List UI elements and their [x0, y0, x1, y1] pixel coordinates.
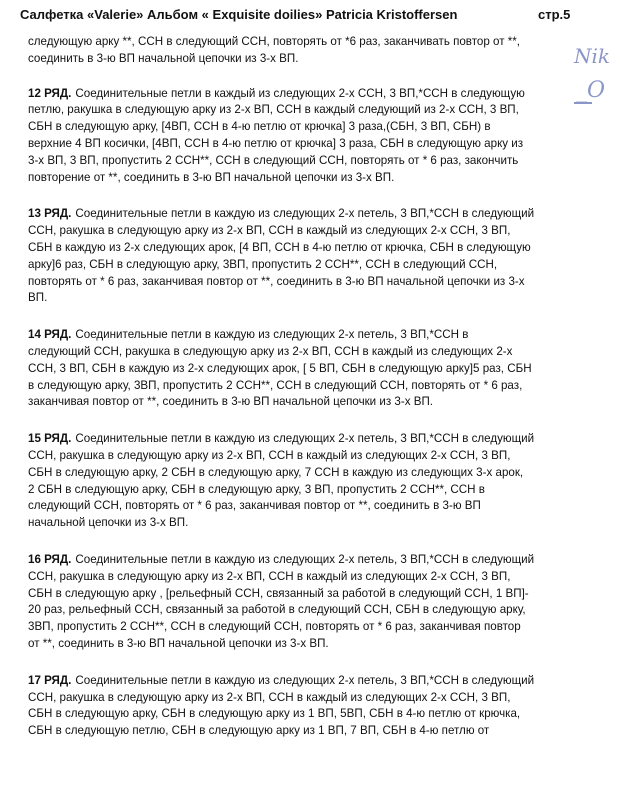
document-title: Салфетка «Valerie» Альбом « Exquisite doilies» Patricia Kristoffersen [20, 7, 458, 22]
row-paragraph [28, 327, 584, 411]
row-paragraph [28, 206, 584, 307]
instruction-line [28, 636, 584, 653]
row-label: 13 РЯД. [28, 207, 72, 221]
instruction-text: следующий ССН, ракушка в следующую арку из 2-х ВП, ССН в каждый из следующих 2-х [28, 344, 513, 358]
instruction-text: ССН, ракушка в следующую арку из 2-х ВП, ССН в каждый из следующих 2-х ССН, 3 ВП, [28, 690, 511, 704]
instruction-line [28, 102, 584, 119]
instruction-line [28, 465, 584, 482]
row-label: 17 РЯД. [28, 673, 72, 687]
watermark-text-bottom: _O [576, 78, 606, 103]
instruction-text: СБН в следующую арку, [4ВП, ССН в 4-ю петлю от крючка] 3 раза,(СБН, 3 ВП, СБН) в [28, 120, 491, 134]
instruction-text: 3ВП, пропустить 2 ССН**, ССН в следующий ССН, повторять от * 6 раз, заканчивая повтор [28, 620, 521, 634]
instruction-text: СБН в следующую арку, 2 СБН в следующую арку, 7 ССН в каждую из следующих 3-х арок, [28, 465, 524, 479]
instruction-line [28, 136, 584, 153]
instruction-text: Соединительные петли в каждую из следующих 2-х петель, 3 ВП,*ССН в следующий [75, 207, 535, 221]
instruction-line [28, 170, 584, 187]
instruction-text: 2 СБН в следующую арку, СБН в следующую арку, 3 ВП, пропустить 2 ССН**, ССН в [28, 482, 485, 496]
instruction-text: петлю, ракушка в следующую арку из 2-х ВП, ССН в каждый следующий из 2-х ССН, 3 ВП, [28, 103, 519, 117]
instruction-text: СБН в следующую петлю, СБН в следующую арку из 1 ВП, 7 ВП, СБН в 4-ю петлю от [28, 724, 490, 738]
instruction-line [28, 86, 584, 103]
instruction-line [28, 482, 584, 499]
instruction-text: Соединительные петли в каждую из следующих 2-х петель, 3 ВП,*ССН в следующий [75, 552, 535, 566]
instruction-line [28, 498, 584, 515]
instruction-line [28, 552, 584, 569]
instruction-text: ВП. [28, 291, 48, 305]
instruction-text: начальной цепочки из 3-х ВП. [28, 516, 189, 530]
row-paragraph [28, 552, 584, 653]
instruction-line [28, 119, 584, 136]
instruction-line [28, 586, 584, 603]
pattern-instructions [28, 34, 584, 760]
instruction-text: ССН, ракушка в следующую арку из 2-х ВП, ССН в каждый из следующих 2-х ССН, 3 ВП, [28, 569, 511, 583]
instruction-text: в следующую арку, 3ВП, пропустить 2 ССН**, ССН в следующий ССН, повторять от * 6 раз, [28, 378, 523, 392]
instruction-line [28, 569, 584, 586]
instruction-text: СБН в следующую арку , [рельефный ССН, связанный за работой в следующий ССН, 1 ВП]- [28, 586, 529, 600]
instruction-text: следующую арку **, ССН в следующий ССН, повторять от *6 раз, заканчивать повтор от **, [28, 35, 520, 48]
instruction-text: ССН, ракушка в следующую арку из 2-х ВП, ССН в каждый из следующих 2-х ССН, 3 ВП, [28, 448, 511, 462]
page-header [20, 4, 580, 24]
instruction-line [28, 431, 584, 448]
instruction-text: соединить в 3-ю ВП начальной цепочки из 3-х ВП. [28, 51, 299, 65]
instruction-line [28, 448, 584, 465]
instruction-text: ССН, 3 ВП, СБН в каждую из 2-х следующих арок, [ 5 ВП, СБН в следующую арку]5 раз, СБН [28, 361, 532, 375]
instruction-text: Соединительные петли в каждую из следующих 2-х петель, 3 ВП,*ССН в [75, 328, 469, 342]
row-paragraph [28, 673, 584, 740]
instruction-text: Соединительные петли в каждый из следующих 2-х ССН, 3 ВП,*ССН в следующую [75, 86, 525, 100]
instruction-text: от **, соединить в 3-ю ВП начальной цепочки из 3-х ВП. [28, 636, 329, 650]
row-label: 12 РЯД. [28, 86, 72, 100]
instruction-text: повторение от **, соединить в 3-ю ВП начальной цепочки из 3-х ВП. [28, 170, 395, 184]
instruction-line [28, 602, 584, 619]
instruction-text: арку]6 раз, СБН в следующую арку, 3ВП, пропустить 2 ССН**, ССН в следующий ССН, [28, 257, 498, 271]
instruction-line [28, 344, 584, 361]
page-number: стр.5 [538, 7, 571, 22]
row-label: 16 РЯД. [28, 552, 72, 566]
instruction-line [28, 690, 584, 707]
continued-paragraph [28, 34, 584, 68]
instruction-line [28, 290, 584, 307]
instruction-text: 3-х ВП, 3 ВП, пропустить 2 ССН**, ССН в следующий ССН, повторять от * 6 раз, закончить [28, 153, 519, 167]
instruction-line [28, 153, 584, 170]
instruction-text: повторять от * 6 раз, заканчивая повтор от **, соединить в 3-ю ВП начальной цепочки из 3-х [28, 274, 525, 288]
instruction-line [28, 240, 584, 257]
instruction-line [28, 361, 584, 378]
instruction-text: заканчивая повтор от **, соединить в 3-ю ВП начальной цепочки из 3-х ВП. [28, 395, 434, 409]
instruction-text: Соединительные петли в каждую из следующих 2-х петель, 3 ВП,*ССН в следующий [75, 432, 535, 446]
instruction-line [28, 223, 584, 240]
instruction-text: СБН в следующую арку, СБН в следующую арку из 1 ВП, 5ВП, СБН в 4-ю петлю от крючка, [28, 707, 521, 721]
row-label: 14 РЯД. [28, 328, 72, 342]
instruction-line [28, 515, 584, 532]
instruction-line [28, 51, 584, 68]
instruction-line [28, 723, 584, 740]
instruction-text: ССН, ракушка в следующую арку из 2-х ВП, ССН в каждый из следующих 2-х ССН, 3 ВП, [28, 224, 511, 238]
instruction-line [28, 619, 584, 636]
instruction-text: верхние 4 ВП косички, [4ВП, ССН в 4-ю петлю от крючка] 3 раза, СБН в следующую арку из [28, 136, 524, 150]
row-paragraph [28, 86, 584, 187]
instruction-text: 20 раз, рельефный ССН, связанный за работой в следующий ССН, СБН в следующую арку, [28, 603, 526, 617]
instruction-line [28, 327, 584, 344]
instruction-line [28, 673, 584, 690]
instruction-text: Соединительные петли в каждую из следующих 2-х петель, 3 ВП,*ССН в следующий [75, 673, 535, 687]
instruction-text: СБН в каждую из 2-х следующих арок, [4 ВП, ССН в 4-ю петлю от крючка, СБН в следующую [28, 240, 531, 254]
row-label: 15 РЯД. [28, 432, 72, 446]
instruction-text: следующий ССН, повторять от * 6 раз, заканчивая повтор от **, соединить в 3-ю ВП [28, 499, 481, 513]
instruction-line [28, 706, 584, 723]
instruction-line [28, 378, 584, 395]
instruction-line [28, 34, 584, 51]
instruction-line [28, 206, 584, 223]
instruction-line [28, 274, 584, 291]
row-paragraph [28, 431, 584, 532]
instruction-line [28, 394, 584, 411]
instruction-line [28, 257, 584, 274]
watermark-text-top: Nik [574, 44, 611, 68]
